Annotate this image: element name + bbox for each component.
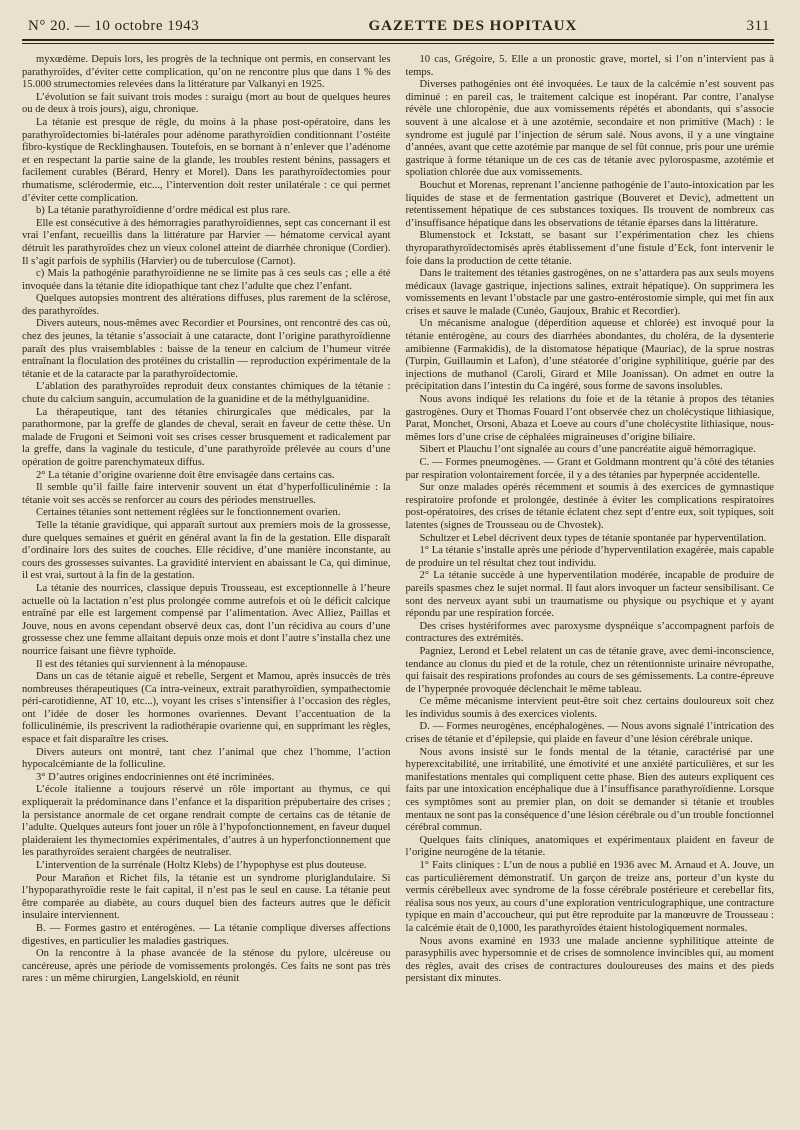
paragraph: Des crises hystériformes avec paroxysme dyspnéique s’accompagnent parfois de contractures des extrémités.: [405, 620, 774, 645]
paragraph: Dans un cas de tétanie aiguë et rebelle, Sergent et Mamou, après insuccès de très nombreuses thérapeutiques (Ca intra-veineux, extrait parathyroïdien, sympathectomie péri-carotidienne, AT 10, etc...), voyant les crises s’intensifier à l’occasion des règles, ont l’idée de doser les hormones ovariennes. Devant l’accentuation de la folliculinémie, ils prescrivent la radiothérapie ovarienne qui, en supprimant les règles, espace et fait disparaître les crises.: [22, 671, 391, 746]
paragraph: B. — Formes gastro et entérogènes. — La tétanie complique diverses affections digestives, en particulier les maladies gastriques.: [22, 922, 391, 947]
paragraph: Il semble qu’il faille faire intervenir souvent un état d’hyperfolliculinémie : la tétanie voit ses accès se renforcer au cours des périodes menstruelles.: [22, 482, 391, 506]
paragraph: Nous avons insisté sur le fonds mental de la tétanie, caractérisé par une hyperexcitabilité, une irritabilité, une émotivité et une anxiété particulières, et sur les manifestations mentales qui compliquent cette phase. Bien des auteurs expliquent ces faits par une intoxication encéphalique due à l’insuffisance parathyroïdienne. Lorsque ces symptômes sont au premier plan, on doit se demander si tétanie et troubles mentaux ne sont pas la conséquence d’une lésion cérébrale ou d’un trouble fonctionnel cérébral commun.: [405, 746, 774, 834]
paragraph: Divers auteurs ont montré, tant chez l’animal que chez l’homme, l’action hypocalcémiante de la folliculine.: [22, 746, 391, 771]
paragraph: L’intervention de la surrénale (Holtz Klebs) de l’hypophyse est plus douteuse.: [36, 860, 367, 871]
paragraph: C. — Formes pneumogènes. — Grant et Goldmann montrent qu’à côté des tétanies par respiration volontairement forcée, il y a des tétanies par hyperpnée accidentelle.: [405, 457, 774, 481]
right-column: [405, 54, 775, 986]
header-rule: [22, 39, 774, 44]
paragraph: D. — Formes neurogènes, encéphalogènes. — Nous avons signalé l’intrication des crises de tétanie et d’épilepsie, qui plaide en faveur d’une lésion cérébrale unique.: [405, 721, 774, 746]
paragraph: Dans le traitement des tétanies gastrogènes, on ne s’attardera pas aux seuls moyens médicaux (lavage gastrique, injections salines, extrait hépatique). On supprimera les vomissements en levant l’obstacle par une gastro-entérostomie simple, qui met fin aux crises et sauve le malade (Cunéo, Gaujoux, Brahic et Recordier).: [405, 268, 774, 317]
paragraph: 1° La tétanie s’installe après une période d’hyperventilation exagérée, mais capable de produire un tel résultat chez tout individu.: [405, 545, 774, 569]
paragraph: L’école italienne a toujours réservé un rôle important au thymus, ce qui expliquerait la prédominance dans l’enfance et la disparition prépubertaire des crises ; la persistance anormale de cet organe rendrait compte de certains cas de tétanie de l’adulte. Quelques auteurs font jouer un rôle à l’hypofonctionnement, en faveur duquel plaideraient les thymectomies expérimentales, d’autres à un hyperfonctionnement que les parathyroïdes seraient chargées de neutraliser.: [22, 784, 391, 859]
paragraph: La thérapeutique, tant des tétanies chirurgicales que médicales, par la parathormone, par la greffe de glandes de cheval, serait en faveur de cette thèse. Un malade de Frugoni et Seimoni voit ses crises cesser brusquement et radicalement par la greffe, dans la vaginale du testicule, d’une parathyroïde prélevée au cours d’une opération de goitre parenchymateux diffus.: [22, 406, 391, 468]
paragraph: Elle est consécutive à des hémorragies parathyroïdiennes, sept cas concernant il est vrai l’enfant, recueillis dans la littérature par Harvier — hématome cervical ayant détruit les parathyroïdes chez un vieux colonel atteint de diarrhée chronique (Cordier). Il s’agit parfois de syphilis (Harvier) ou de tuberculose (Carnot).: [22, 217, 391, 267]
paragraph: Il est des tétanies qui surviennent à la ménopause.: [36, 658, 248, 670]
paragraph: L’ablation des parathyroïdes reproduit deux constantes chimiques de la tétanie : chute du calcium sanguin, accumulation de la guanidine et de la méthylguanidine.: [22, 381, 391, 406]
paragraph: Diverses pathogénies ont été invoquées. Le taux de la calcémie n’est souvent pas diminué : en pareil cas, le traitement calcique est inopérant. Par contre, l’analyse révèle une chloropénie, due aux vomissements répétés et abondants, qui s’associe souvent à une alcalose et à une azotémie, secondaire et non primitive (Mach) : le syndrome est jugulé par l’injection de sérum salé. Nous avons, il y a une vingtaine d’années, avant que cette azotémie par manque de sel fût connue, pris pour une urémie gastrique à forme tétanique un de ces cas de tétanie avec pylorospasme, azotémie et spoliation chlorée due aux vomissements.: [405, 79, 774, 179]
paragraph: 2° La tétanie succède à une hyperventilation modérée, incapable de produire de pareils spasmes chez le sujet normal. Il faut alors invoquer un facteur sensibilisant. Ce sont des nerveux ayant subi un traumatisme ou physique ou psychique et y ayant répondu par une respiration forcée.: [405, 570, 774, 620]
paragraph: La tétanie est presque de règle, du moins à la phase post-opératoire, dans les parathyroïdectomies bi-latérales pour adénome parathyroïdien conditionnant l’ostéite fibro-kystique de Recklinghausen. Toutefois, en se bornant à n’enlever que l’adénome et en respectant la partie saine de la glande, les troubles restent bénins, passagers et facilement curables (Bérard, Henry et Morel). Dans les parathyroïdectomies pour rhumatisme, sclérodermie, etc..., l’intervention doit rester unilatérale : ce qui permet d’éviter cette complication.: [22, 116, 391, 204]
paragraph: 1° Faits cliniques : L’un de nous a publié en 1936 avec M. Arnaud et A. Jouve, un cas particulièrement démonstratif. Un garçon de treize ans, porteur d’un kyste du vermis cérébelleux avec syndrome de la fosse cérébrale postérieure et cerebellar fits, réalisa sous nos yeux, au cours d’une exploration ventriculographique, une contracture typique en main d’accoucheur, qui put être reproduite par la manœuvre de Trousseau : la calcémie était de 0,1000, les parathyroïdes étaient histologiquement normales.: [405, 860, 774, 934]
issue-date: N° 20. — 10 octobre 1943: [28, 18, 200, 34]
paragraph: b) La tétanie parathyroïdienne d’ordre médical est plus rare.: [36, 205, 291, 217]
paragraph: L’évolution se fait suivant trois modes : suraigu (mort au bout de quelques heures ou de deux à trois jours), aigu, chronique.: [22, 91, 391, 116]
paragraph: Nous avons examiné en 1933 une malade ancienne syphilitique atteinte de parasyphilis avec hypersomnie et de crises de somnolence invincibles qui, au moment des règles, avait des crises de contractures douloureuses des mains et des pieds persistant dix minutes.: [405, 935, 774, 985]
paragraph: Bouchut et Morenas, reprenant l’ancienne pathogénie de l’auto-intoxication par les liquides de stase et de fermentation gastrique (Bouveret et Devic), admettent un retentissement hépatique de ces substances toxiques. Ils trouvent de nombreux cas d’insuffisance hépatique dans les observations de tétanie éparses dans la littérature.: [405, 179, 774, 229]
paragraph: Un mécanisme analogue (déperdition aqueuse et chlorée) est invoqué pour la tétanie entérogène, au cours des diarrhées abondantes, du choléra, de la dysenterie amibienne (Farmakidis), de la distomatose hépatique (Mauriac), de la sprue nostras (Turpin, Guillaumin et Lafon), d’une stéatorée d’origine syphilitique, guérie par des injections de muthanol (Caroli, Girard et Mlle Joanissan). On admet en outre la précipitation dans l’intestin du Ca ingéré, sous forme de savons insolubles.: [405, 318, 774, 393]
paragraph: 10 cas, Grégoire, 5. Elle a un pronostic grave, mortel, si l’on n’intervient pas à temps.: [405, 54, 774, 78]
paragraph: Pour Marañon et Richet fils, la tétanie est un syndrome pluriglandulaire. Si l’hypoparathyroïdie reste le fait capital, il n’est pas le seul en cause. La tétanie peut être comparée au diabète, au cours duquel bien des facteurs autres que le déficit insulaire interviennent.: [22, 872, 391, 922]
paragraph: Divers auteurs, nous-mêmes avec Recordier et Poursines, ont rencontré des cas où, chez des jeunes, la tétanie s’associait à une cataracte, dont l’origine parathyroïdienne paraît des plus vraisemblables : baisse de la teneur en calcium de l’humeur vitrée entraînant la floculation des protéines du cristallin — reproduction expérimentale de la tétanie et de la cataracte par la parathyroïdectomie.: [22, 318, 391, 380]
text-columns: [22, 54, 774, 986]
paragraph: Quelques autopsies montrent des altérations diffuses, plus rarement de la sclérose, des parathyroïdes.: [22, 293, 391, 317]
paragraph: Nous avons indiqué les relations du foie et de la tétanie à propos des tétanies gastrogènes. Oury et Thomas Fouard l’ont observée chez un cholécystique lithiasique, Parat, Monchet, Orsoni, Abaza et Loeve au cours d’une cholécystite lithiasique, nous-mêmes lors d’une crise de céphalées migraineuses d’origine biliaire.: [405, 394, 774, 443]
paragraph: Telle la tétanie gravidique, qui apparaît surtout aux premiers mois de la grossesse, dure quelques semaines et guérit en général avant la fin de la gestation. Elle disparaît d’ordinaire lors des suites de couches. Elle récidive, d’une manière inconstante, au cours des grossesses suivantes. La gravidité intervient en abaissant le Ca, qui diminue, il est vrai, surtout à la fin de la gestation.: [22, 519, 391, 582]
paragraph: La tétanie des nourrices, classique depuis Trousseau, est exceptionnelle à l’heure actuelle où la lactation n’est plus prolongée comme autrefois et où le déficit calcique entraîné par elle est largement compensé par l’alimentation. Avec Alliez, Paillas et Jouve, nous en avons cependant observé deux cas, dont l’un récidiva au cours d’une grossesse chez une femme allaitant depuis onze mois et dont l’autre s’installa chez une nourrice faisant une fièvre typhoïde.: [22, 582, 391, 657]
paragraph: 3° D’autres origines endocriniennes ont été incriminées.: [36, 771, 275, 783]
paragraph: Sibert et Plauchu l’ont signalée au cours d’une pancréatite aiguë hémorragique.: [419, 444, 756, 456]
paragraph: On la rencontre à la phase avancée de la sténose du pylore, ulcéreuse ou cancéreuse, après une période de vomissements prolongés. Ces faits ne sont pas très rares : un même chirurgien, Langelskiold, en réunit: [22, 948, 391, 985]
paragraph: Schultzer et Lebel décrivent deux types de tétanie spontanée par hyperventilation.: [419, 532, 767, 544]
paragraph: Quelques faits cliniques, anatomiques et expérimentaux plaident en faveur de l’origine neurogène de la tétanie.: [405, 834, 774, 859]
paragraph: myxœdème. Depuis lors, les progrès de la technique ont permis, en conservant les parathyroïdes, d’éviter cette complication, qu’on ne rencontre plus que dans 1 % des 15.000 strumectomies relevées dans la littérature par Valkanyi en 1925.: [22, 54, 391, 91]
paragraph: Ce même mécanisme intervient peut-être soit chez certains douloureux soit chez les individus soumis à des exercices violents.: [405, 696, 774, 720]
paragraph: c) Mais la pathogénie parathyroïdienne ne se limite pas à ces seuls cas ; elle a été invoquée dans la tétanie dite idiopathique tant chez l’adulte que chez l’enfant.: [22, 268, 391, 292]
paragraph: Blumenstock et Ickstatt, se basant sur l’expérimentation chez les chiens thyroparathyroïdectomisés après établissement d’une fistule d’Eck, font intervenir le foie dans la production de cette tétanie.: [405, 230, 774, 267]
paragraph: Sur onze malades opérés récemment et soumis à des exercices de gymnastique respiratoire profonde et prolongée, destinée à éviter les complications respiratoires post-opératoires, des crises de tétanie éclatent chez sept d’entre eux, soit typiques, soit latentes (signes de Trousseau ou de Chvostek).: [405, 482, 774, 531]
paragraph: Pagniez, Lerond et Lebel relatent un cas de tétanie grave, avec demi-inconscience, tendance au clonus du pied et de la rotule, chez un rétentionniste urinaire névropathe, qui faisait des respirations profondes au cours de ses gémissements. La contre-épreuve de l’hyperpnée provoquée déclenchait le même tableau.: [405, 645, 774, 695]
left-column: [22, 54, 391, 986]
journal-title: GAZETTE DES HOPITAUX: [368, 18, 578, 34]
paragraph: 2° La tétanie d’origine ovarienne doit être envisagée dans certains cas.: [36, 469, 335, 481]
page-number: 311: [746, 18, 770, 34]
paragraph: Certaines tétanies sont nettement réglées sur le fonctionnement ovarien.: [36, 507, 341, 519]
running-header: [22, 18, 774, 39]
